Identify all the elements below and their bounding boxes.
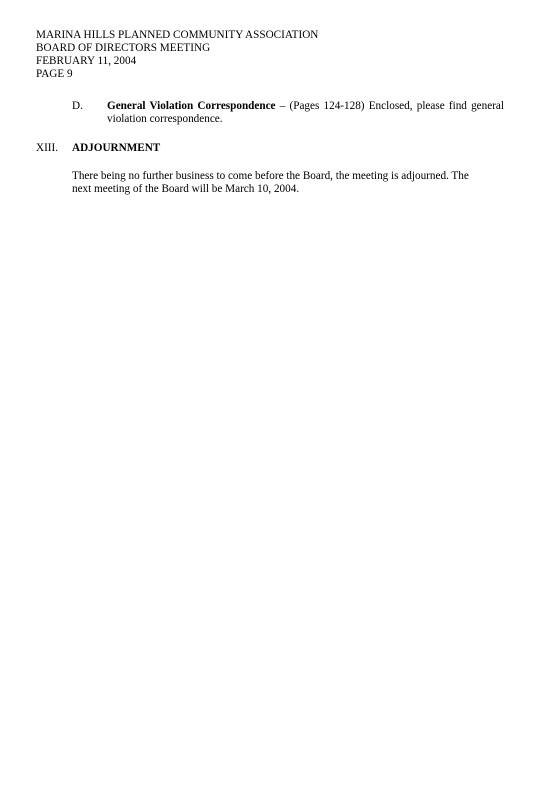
- adjournment-line-2: next meeting of the Board will be March 10, 2004.: [72, 183, 300, 195]
- item-text: – (Pages 124-128) Enclosed, please find general violation correspondence.: [107, 100, 504, 125]
- document-header: [36, 29, 318, 81]
- item-title: General Violation Correspondence: [107, 100, 276, 112]
- page-number: PAGE 9: [36, 68, 73, 80]
- item-body: [107, 100, 504, 126]
- agenda-item-d: [72, 100, 504, 126]
- association-name: MARINA HILLS PLANNED COMMUNITY ASSOCIATION: [36, 29, 319, 41]
- meeting-date: FEBRUARY 11, 2004: [36, 55, 137, 67]
- item-letter: D.: [72, 100, 83, 112]
- section-heading: ADJOURNMENT: [72, 142, 161, 154]
- meeting-name: BOARD OF DIRECTORS MEETING: [36, 42, 211, 54]
- section-numeral: XIII.: [36, 142, 59, 154]
- adjournment-line-1: There being no further business to come before the Board, the meeting is adjourned. The: [72, 170, 469, 182]
- adjournment-paragraph: [72, 170, 502, 196]
